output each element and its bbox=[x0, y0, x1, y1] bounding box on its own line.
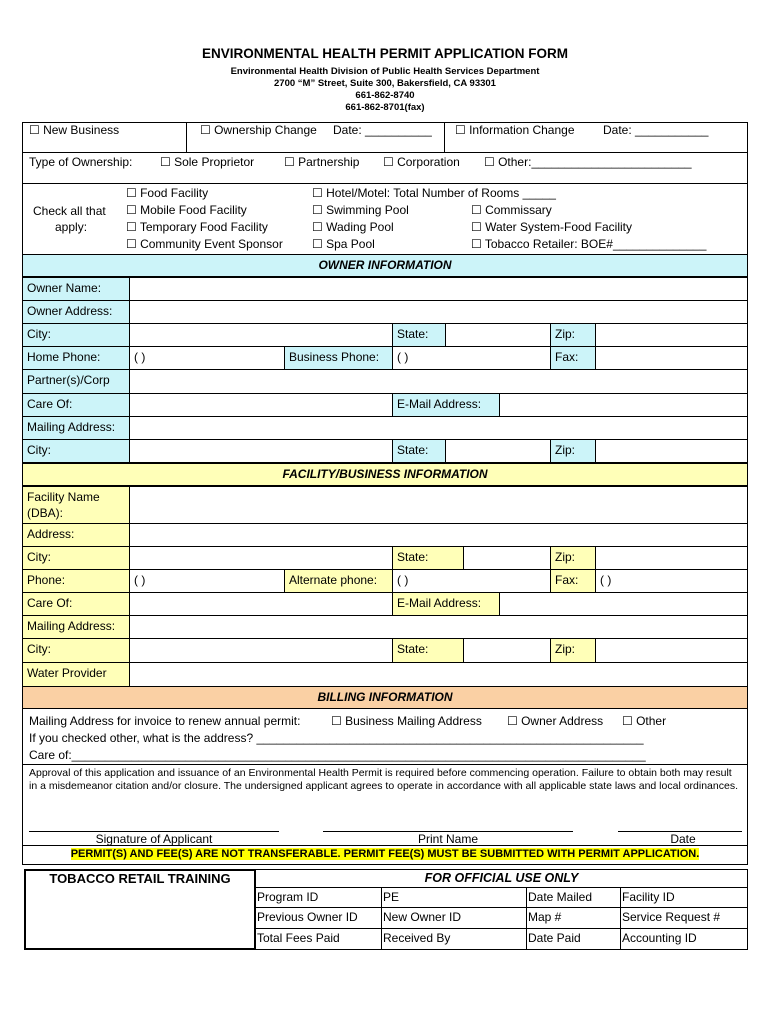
owner-fax-label: Fax: bbox=[550, 346, 596, 370]
new-owner-id-cell: New Owner ID bbox=[381, 907, 527, 929]
commissary-checkbox[interactable]: ☐ Commissary bbox=[471, 203, 552, 217]
owner-address-label: Owner Address: bbox=[22, 300, 130, 324]
facility-state-field[interactable] bbox=[463, 546, 551, 570]
owner-city-label: City: bbox=[22, 323, 130, 347]
facility-care-of-label: Care Of: bbox=[22, 592, 130, 616]
facility-name-label bbox=[22, 486, 130, 524]
owner-state-label: State: bbox=[392, 323, 446, 347]
map-number-cell: Map # bbox=[526, 907, 621, 929]
fax-line: 661-862-8701(fax) bbox=[345, 102, 425, 113]
business-mailing-address-checkbox[interactable]: ☐ Business Mailing Address bbox=[331, 714, 482, 728]
received-by-cell: Received By bbox=[381, 928, 527, 950]
facility-fax-label: Fax: bbox=[550, 569, 596, 593]
program-id-cell: Program ID bbox=[255, 887, 382, 908]
department-line: Environmental Health Division of Public Health Services Department bbox=[230, 66, 540, 77]
facility-email-label: E-Mail Address: bbox=[392, 592, 500, 616]
tobacco-retailer-checkbox[interactable]: ☐ Tobacco Retailer: BOE#______________ bbox=[471, 237, 707, 251]
information-change-checkbox[interactable]: ☐ Information Change bbox=[455, 123, 575, 137]
facility-mail-state-field[interactable] bbox=[463, 638, 551, 663]
partnership-checkbox[interactable]: ☐ Partnership bbox=[284, 155, 360, 169]
owner-care-of-field[interactable] bbox=[129, 393, 393, 417]
owner-mail-city-field[interactable] bbox=[129, 439, 393, 463]
tobacco-training-title: TOBACCO RETAIL TRAINING bbox=[49, 871, 231, 886]
owner-zip-label: Zip: bbox=[550, 323, 596, 347]
owner-email-field[interactable] bbox=[499, 393, 748, 417]
divider bbox=[444, 122, 445, 153]
partners-label: Partner(s)/Corp bbox=[22, 369, 130, 394]
date-label: Date bbox=[670, 832, 696, 846]
facility-zip-label: Zip: bbox=[550, 546, 596, 570]
owner-mail-zip-field[interactable] bbox=[595, 439, 748, 463]
date-mailed-cell: Date Mailed bbox=[526, 887, 621, 908]
sole-proprietor-checkbox[interactable]: ☐ Sole Proprietor bbox=[160, 155, 255, 169]
owner-name-field[interactable] bbox=[129, 277, 748, 301]
address-line: 2700 “M” Street, Suite 300, Bakersfield, CA 93301 bbox=[274, 78, 496, 89]
phone-line: 661-862-8740 bbox=[355, 90, 415, 101]
notice bbox=[22, 847, 748, 861]
facility-mail-zip-label: Zip: bbox=[550, 638, 596, 663]
ownership-change-checkbox[interactable]: ☐ Ownership Change bbox=[200, 123, 317, 137]
other-ownership-checkbox[interactable]: ☐ Other:________________________ bbox=[484, 155, 692, 169]
billing-information-heading: BILLING INFORMATION bbox=[22, 686, 748, 709]
ownership-label: Type of Ownership: bbox=[29, 155, 133, 169]
owner-mail-zip-label: Zip: bbox=[550, 439, 596, 463]
owner-mail-state-field[interactable] bbox=[445, 439, 551, 463]
temporary-food-facility-checkbox[interactable]: ☐ Temporary Food Facility bbox=[126, 220, 268, 234]
total-fees-paid-cell: Total Fees Paid bbox=[255, 928, 382, 950]
form-title: ENVIRONMENTAL HEALTH PERMIT APPLICATION FORM bbox=[202, 46, 568, 61]
facility-phone-field[interactable]: ( ) bbox=[129, 569, 285, 593]
facility-name-field[interactable] bbox=[129, 486, 748, 524]
billing-mailing-label: Mailing Address for invoice to renew annual permit: bbox=[29, 714, 301, 728]
facility-phone-label: Phone: bbox=[22, 569, 130, 593]
home-phone-field[interactable]: ( ) bbox=[129, 346, 285, 370]
facility-fax-field[interactable]: ( ) bbox=[595, 569, 748, 593]
accounting-id-cell: Accounting ID bbox=[620, 928, 748, 950]
water-system-checkbox[interactable]: ☐ Water System-Food Facility bbox=[471, 220, 633, 234]
facility-state-label: State: bbox=[392, 546, 464, 570]
pe-cell: PE bbox=[381, 887, 527, 908]
owner-state-field[interactable] bbox=[445, 323, 551, 347]
swimming-pool-checkbox[interactable]: ☐ Swimming Pool bbox=[312, 203, 409, 217]
corporation-checkbox[interactable]: ☐ Corporation bbox=[383, 155, 460, 169]
owner-mailing-address-label: Mailing Address: bbox=[22, 416, 130, 440]
facility-information-heading: FACILITY/BUSINESS INFORMATION bbox=[22, 463, 748, 486]
water-provider-field[interactable] bbox=[129, 662, 748, 687]
service-request-cell: Service Request # bbox=[620, 907, 748, 929]
owner-city-field[interactable] bbox=[129, 323, 393, 347]
signature-label: Signature of Applicant bbox=[95, 832, 213, 846]
owner-mail-state-label: State: bbox=[392, 439, 446, 463]
facility-mail-zip-field[interactable] bbox=[595, 638, 748, 663]
partners-field[interactable] bbox=[129, 369, 748, 394]
owner-address-checkbox[interactable]: ☐ Owner Address bbox=[507, 714, 604, 728]
facility-city-label: City: bbox=[22, 546, 130, 570]
approval-statement: Approval of this application and issuance of an Environmental Health Permit is required before commencing operation. Failure to obtain both may result in a misdemeanor citation and/or closure. The undersigned applicant agrees to operate in accordance with all applicable state laws and local ordinances. bbox=[29, 767, 738, 792]
alternate-phone-field[interactable]: ( ) bbox=[392, 569, 551, 593]
owner-address-field[interactable] bbox=[129, 300, 748, 324]
date-paid-cell: Date Paid bbox=[526, 928, 621, 950]
owner-information-heading: OWNER INFORMATION bbox=[22, 254, 748, 277]
owner-care-of-label: Care Of: bbox=[22, 393, 130, 417]
owner-email-label: E-Mail Address: bbox=[392, 393, 500, 417]
facility-address-label: Address: bbox=[22, 523, 130, 547]
print-name-label: Print Name bbox=[417, 832, 479, 846]
facility-zip-field[interactable] bbox=[595, 546, 748, 570]
facility-email-field[interactable] bbox=[499, 592, 748, 616]
alternate-phone-label: Alternate phone: bbox=[284, 569, 393, 593]
wading-pool-checkbox[interactable]: ☐ Wading Pool bbox=[312, 220, 394, 234]
facility-id-cell: Facility ID bbox=[620, 887, 748, 908]
new-business-checkbox[interactable]: ☐ New Business bbox=[29, 123, 120, 137]
billing-care-of-field[interactable]: Care of:______________________________________________________________________________________ bbox=[29, 748, 646, 762]
facility-mail-state-label: State: bbox=[392, 638, 464, 663]
divider bbox=[186, 122, 187, 153]
business-phone-field[interactable]: ( ) bbox=[392, 346, 551, 370]
notice-text: PERMIT(S) AND FEE(S) ARE NOT TRANSFERABLE. PERMIT FEE(S) MUST BE SUBMITTED WITH PERMIT APPLICATION. bbox=[70, 848, 700, 860]
food-facility-checkbox[interactable]: ☐ Food Facility bbox=[126, 186, 209, 200]
business-phone-label: Business Phone: bbox=[284, 346, 393, 370]
water-provider-label: Water Provider bbox=[22, 662, 130, 687]
check-all-label-2: apply: bbox=[55, 220, 88, 234]
information-change-date[interactable]: Date: ___________ bbox=[603, 123, 709, 137]
owner-fax-field[interactable] bbox=[595, 346, 748, 370]
facility-name-label-1: Facility Name bbox=[27, 490, 100, 504]
check-all-label: Check all that bbox=[33, 204, 106, 218]
community-event-sponsor-checkbox[interactable]: ☐ Community Event Sponsor bbox=[126, 237, 283, 251]
previous-owner-id-cell: Previous Owner ID bbox=[255, 907, 382, 929]
hotel-motel-checkbox[interactable]: ☐ Hotel/Motel: Total Number of Rooms _____ bbox=[312, 186, 556, 200]
official-use-heading: FOR OFFICIAL USE ONLY bbox=[424, 871, 579, 885]
facility-mailing-address-field[interactable] bbox=[129, 615, 748, 639]
facility-mailing-address-label: Mailing Address: bbox=[22, 615, 130, 639]
facility-mail-city-field[interactable] bbox=[129, 638, 393, 663]
spa-pool-checkbox[interactable]: ☐ Spa Pool bbox=[312, 237, 375, 251]
other-address-checkbox[interactable]: ☐ Other bbox=[622, 714, 667, 728]
facility-city-field[interactable] bbox=[129, 546, 393, 570]
facility-mail-city-label: City: bbox=[22, 638, 130, 663]
facility-name-label-2: (DBA): bbox=[27, 506, 63, 520]
other-address-field[interactable]: If you checked other, what is the address? __________________________________________________________ bbox=[29, 731, 644, 745]
owner-name-label: Owner Name: bbox=[22, 277, 130, 301]
facility-care-of-field[interactable] bbox=[129, 592, 393, 616]
mobile-food-facility-checkbox[interactable]: ☐ Mobile Food Facility bbox=[126, 203, 247, 217]
home-phone-label: Home Phone: bbox=[22, 346, 130, 370]
owner-mailing-address-field[interactable] bbox=[129, 416, 748, 440]
facility-address-field[interactable] bbox=[129, 523, 748, 547]
owner-zip-field[interactable] bbox=[595, 323, 748, 347]
ownership-change-date[interactable]: Date: __________ bbox=[333, 123, 432, 137]
owner-mail-city-label: City: bbox=[22, 439, 130, 463]
